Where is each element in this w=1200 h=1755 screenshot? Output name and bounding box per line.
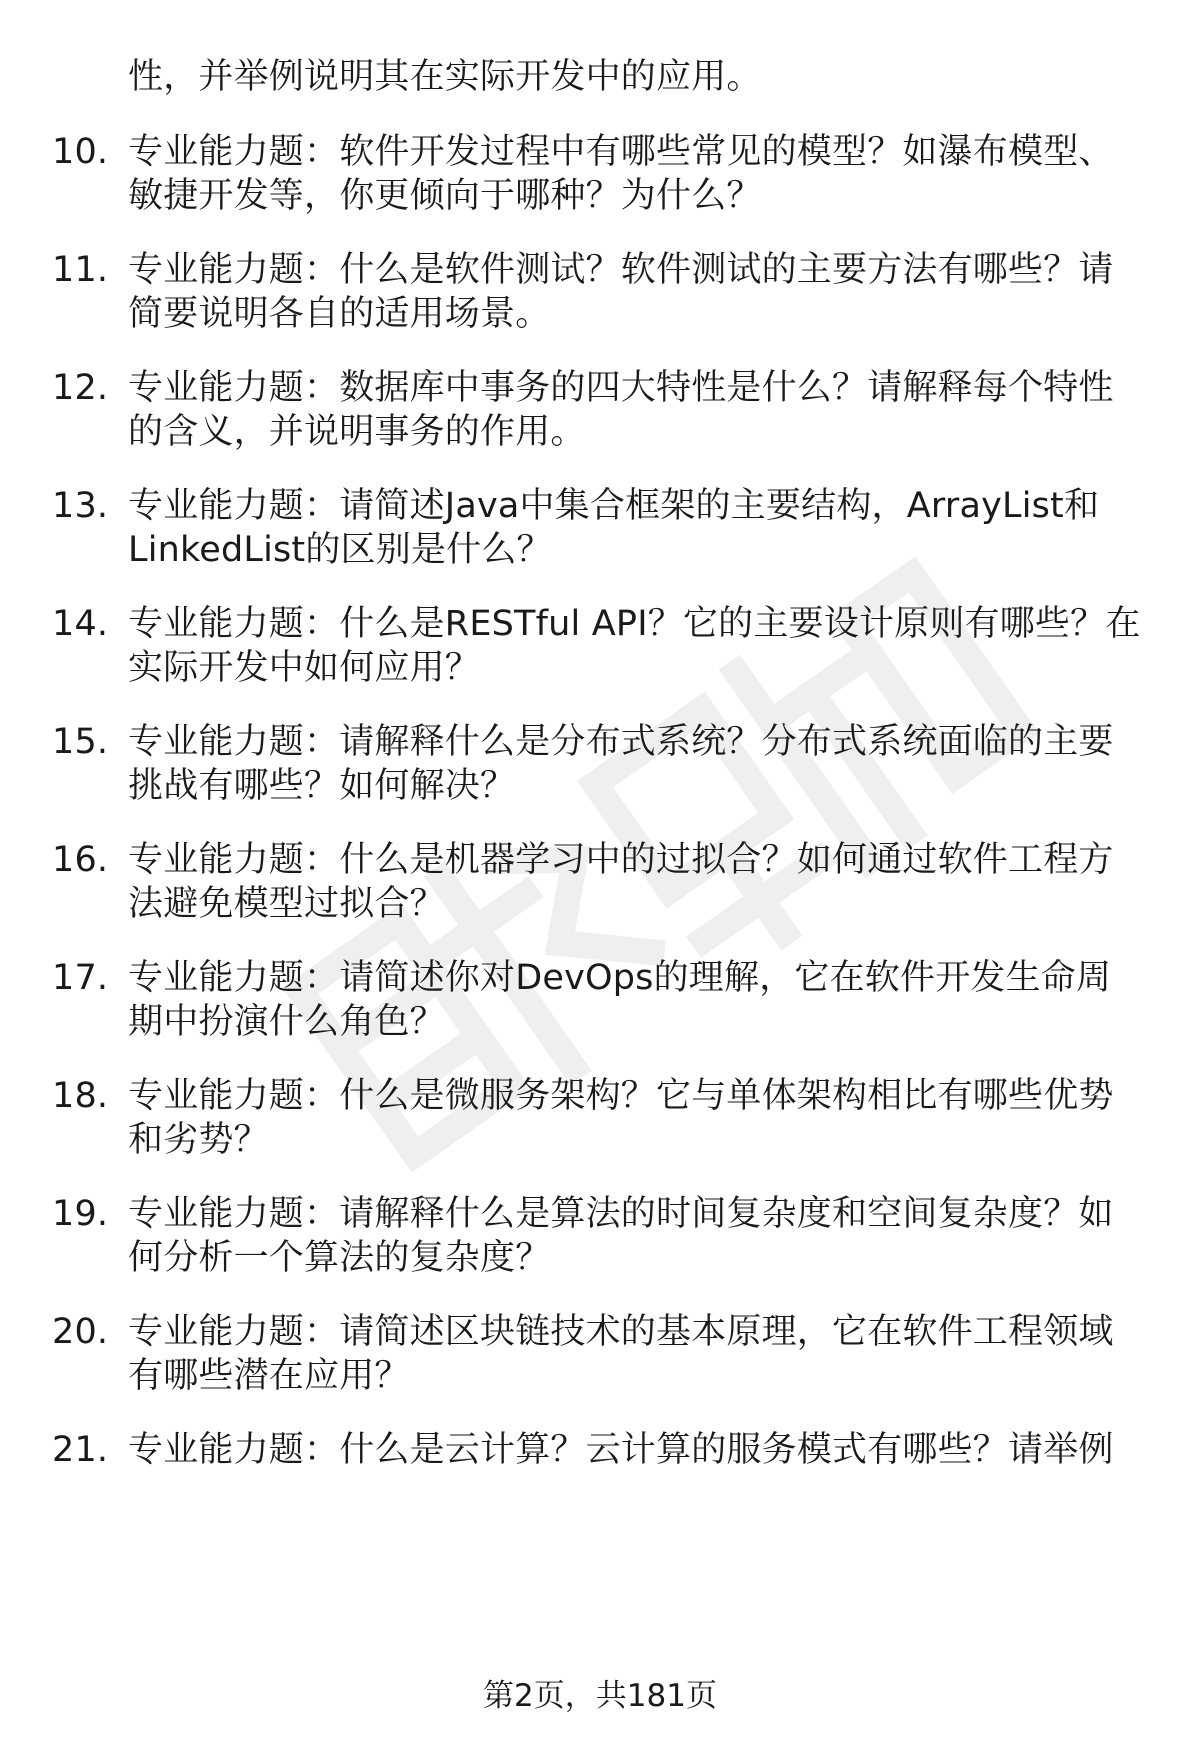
item-text-line1: 专业能力题：请解释什么是算法的时间复杂度和空间复杂度？如 bbox=[128, 1194, 1114, 1234]
item-number: 19. bbox=[52, 1194, 109, 1234]
item-text-line2: 法避免模型过拟合？ bbox=[128, 884, 445, 924]
item-number: 18. bbox=[52, 1076, 109, 1116]
page-footer: 第2页，共181页 bbox=[483, 1678, 717, 1714]
item-number: 16. bbox=[52, 840, 109, 880]
item-text-line1: 专业能力题：数据库中事务的四大特性是什么？请解释每个特性 bbox=[128, 368, 1114, 408]
item-number: 14. bbox=[52, 604, 109, 644]
item-number: 17. bbox=[52, 958, 109, 998]
item-number: 21. bbox=[52, 1430, 109, 1470]
item-number: 13. bbox=[52, 486, 109, 526]
item-text-line1: 专业能力题：软件开发过程中有哪些常见的模型？如瀑布模型、 bbox=[128, 132, 1114, 172]
item-text-line1: 专业能力题：什么是软件测试？软件测试的主要方法有哪些？请 bbox=[128, 250, 1114, 290]
item-text-line2: 敏捷开发等，你更倾向于哪种？为什么？ bbox=[128, 176, 762, 216]
item-text-line1: 专业能力题：什么是机器学习中的过拟合？如何通过软件工程方 bbox=[128, 840, 1114, 880]
item-number: 11. bbox=[52, 250, 109, 290]
item-number: 15. bbox=[52, 722, 109, 762]
item-text-line2: 和劣势？ bbox=[128, 1120, 269, 1160]
item-text-line2: LinkedList的区别是什么？ bbox=[128, 530, 552, 570]
item-text-line2: 挑战有哪些？如何解决？ bbox=[128, 766, 516, 806]
item-text-line2: 实际开发中如何应用？ bbox=[128, 648, 481, 688]
item-text-line2: 何分析一个算法的复杂度？ bbox=[128, 1238, 551, 1278]
item-text-line2: 的含义，并说明事务的作用。 bbox=[128, 412, 586, 452]
item-text-line1: 专业能力题：什么是RESTful API？它的主要设计原则有哪些？在 bbox=[128, 604, 1141, 644]
item-number: 10. bbox=[52, 132, 109, 172]
item-number: 20. bbox=[52, 1312, 109, 1352]
item-text-line1: 专业能力题：请简述区块链技术的基本原理，它在软件工程领域 bbox=[128, 1312, 1114, 1352]
item-text-line2: 有哪些潜在应用？ bbox=[128, 1356, 410, 1396]
item-text-line1: 专业能力题：请简述Java中集合框架的主要结构，ArrayList和 bbox=[128, 486, 1100, 526]
item-text-line1: 专业能力题：什么是微服务架构？它与单体架构相比有哪些优势 bbox=[128, 1076, 1114, 1116]
item-text-line2: 简要说明各自的适用场景。 bbox=[128, 294, 551, 334]
item-text-line1: 专业能力题：请简述你对DevOps的理解，它在软件开发生命周 bbox=[128, 958, 1112, 998]
item-text-line1: 专业能力题：请解释什么是分布式系统？分布式系统面临的主要 bbox=[128, 722, 1114, 762]
item-text-line1: 专业能力题：什么是云计算？云计算的服务模式有哪些？请举例 bbox=[128, 1430, 1114, 1470]
item-number: 12. bbox=[52, 368, 109, 408]
item-text-line2: 期中扮演什么角色？ bbox=[128, 1002, 445, 1042]
continuation-line: 性，并举例说明其在实际开发中的应用。 bbox=[128, 57, 762, 97]
